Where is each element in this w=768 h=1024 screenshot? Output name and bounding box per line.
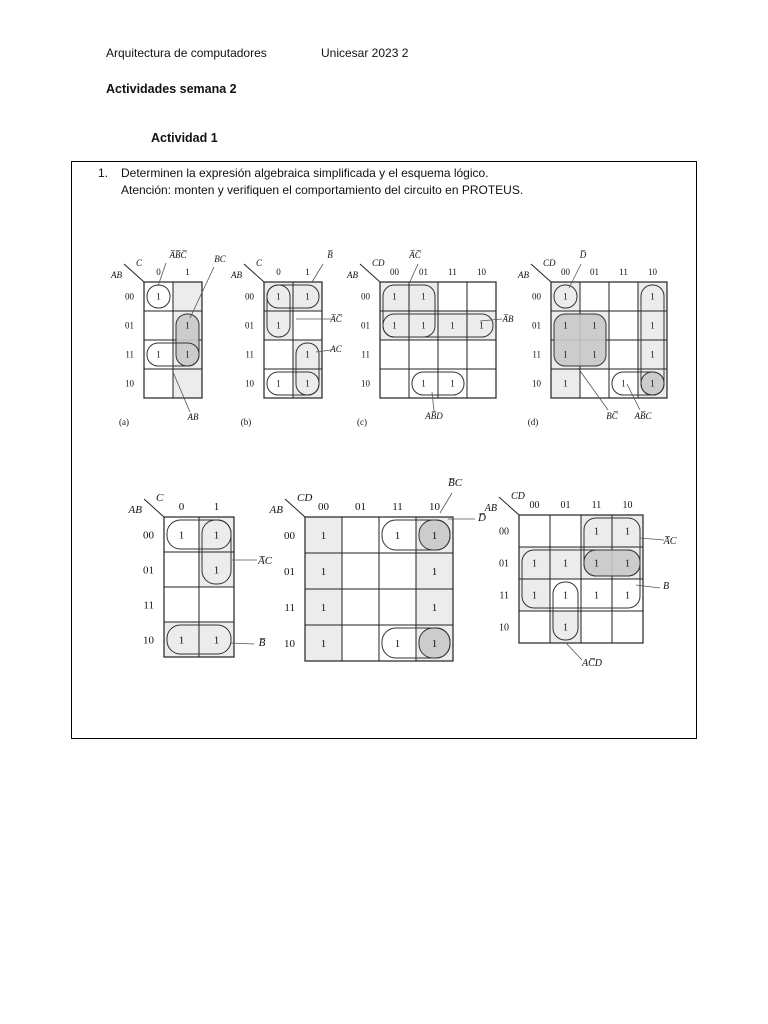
kmap-term-label: AB [187, 412, 199, 422]
kmap-term-label: B̅ [327, 250, 333, 260]
shaded-cell [173, 282, 202, 311]
kmap-col-variable: CD [297, 492, 313, 504]
kmap-col-variable: C [156, 492, 164, 504]
kmap-cell-one: 1 [276, 291, 281, 302]
kmap-row-header: 10 [532, 378, 541, 389]
kmap-row-header: 01 [125, 320, 134, 331]
kmap-col-header: 01 [560, 500, 571, 511]
kmap-col-header: 1 [213, 501, 220, 513]
kmap-cell-one: 1 [394, 637, 401, 650]
kmap-cell-one: 1 [156, 349, 161, 360]
kmap-col-header: 0 [276, 267, 281, 277]
kmap-col-header: 00 [390, 267, 399, 277]
kmap-label-leader [312, 264, 323, 282]
question-line-2: Atención: monten y verifiquen el comportamiento del circuito en PROTEUS. [121, 183, 524, 197]
kmap-row-variable: AB [231, 270, 242, 280]
kmap-cell-one: 1 [594, 590, 599, 602]
kmap-col-header: 00 [318, 501, 329, 513]
kmap-cell-one: 1 [563, 320, 568, 331]
kmap-col-header: 01 [355, 501, 366, 513]
kmap-cell-one: 1 [621, 378, 626, 389]
kmap-col-header: 11 [448, 267, 457, 277]
kmap-row-header: 10 [284, 637, 295, 650]
kmap-row-header: 01 [532, 320, 541, 331]
kmap-term-label: A̅C [257, 555, 273, 567]
kmap-cell-one: 1 [625, 558, 630, 570]
kmap-cell-one: 1 [625, 590, 630, 602]
kmap-col-variable: C [136, 258, 143, 268]
kmap-row-header: 10 [499, 622, 509, 634]
kmap-col-header: 1 [185, 267, 190, 277]
kmap-term-label: B [662, 581, 670, 592]
kmap-term-label: BC [214, 254, 226, 264]
kmap-cell-one: 1 [563, 590, 568, 602]
kmap-g [484, 491, 677, 669]
kmap-cell-one: 1 [563, 622, 568, 634]
kmap-row-variable: AB [111, 270, 122, 280]
kmap-col-header: 11 [591, 500, 602, 511]
kmap-row-header: 11 [143, 599, 154, 612]
kmap-f [269, 477, 486, 661]
kmap-row-header: 01 [245, 320, 254, 331]
kmap-col-header: 11 [619, 267, 628, 277]
kmap-d [517, 250, 667, 427]
kmap-cell-one: 1 [431, 637, 438, 650]
kmap-col-header: 0 [156, 267, 161, 277]
kmap-cell-one: 1 [421, 291, 426, 302]
kmap-cell-one: 1 [592, 320, 597, 331]
kmap-b [230, 250, 343, 427]
kmap-col-variable: CD [511, 491, 525, 502]
kmap-col-header: 10 [648, 267, 657, 277]
kmap-row-variable: AB [128, 504, 142, 516]
kmap-term-label: D̅ [478, 512, 486, 524]
kmap-row-header: 11 [361, 349, 370, 360]
kmap-e [128, 492, 273, 657]
kmap-cell-one: 1 [450, 320, 455, 331]
kmap-cell-one: 1 [320, 601, 327, 614]
kmap-cell-one: 1 [421, 320, 426, 331]
kmap-cell-one: 1 [320, 637, 327, 650]
kmap-cell-one: 1 [592, 349, 597, 360]
kmap-cell-one: 1 [563, 378, 568, 389]
kmap-cell-one: 1 [431, 565, 438, 578]
kmap-col-variable: CD [543, 258, 556, 268]
kmap-cell-one: 1 [178, 529, 185, 542]
kmap-row-variable: AB [518, 270, 529, 280]
kmap-row-header: 11 [532, 349, 541, 360]
kmap-cell-one: 1 [394, 529, 401, 542]
kmap-col-header: 10 [622, 500, 633, 511]
kmap-row-header: 00 [284, 529, 295, 542]
kmap-cell-one: 1 [650, 320, 655, 331]
kmap-caption: (c) [357, 417, 367, 427]
kmap-cell-one: 1 [305, 378, 310, 389]
kmap-cell-one: 1 [431, 529, 438, 542]
kmap-row-header: 01 [143, 564, 154, 577]
kmap-cell-one: 1 [305, 349, 310, 360]
kmap-col-header: 10 [429, 501, 440, 513]
kmap-term-label: AC [330, 344, 342, 354]
kmap-col-header: 1 [305, 267, 310, 277]
kmap-row-header: 11 [284, 601, 295, 614]
kmap-cell-one: 1 [625, 526, 630, 538]
kmap-row-header: 10 [143, 634, 154, 647]
kmap-cell-one: 1 [185, 349, 190, 360]
kmap-cell-one: 1 [156, 291, 161, 302]
kmap-cell-one: 1 [431, 601, 438, 614]
kmap-cell-one: 1 [563, 349, 568, 360]
kmap-col-header: 11 [392, 501, 403, 513]
kmap-term-label: A̅C̅ [409, 250, 421, 260]
kmap-row-header: 00 [532, 291, 541, 302]
kmap-term-label: A̅B [502, 314, 514, 324]
kmap-row-header: 11 [245, 349, 254, 360]
kmap-row-header: 00 [499, 526, 509, 538]
kmap-cell-one: 1 [594, 526, 599, 538]
kmap-row-header: 01 [284, 565, 295, 578]
kmap-cell-one: 1 [392, 291, 397, 302]
kmap-group-loop [584, 550, 640, 576]
kmap-row-header: 00 [125, 291, 134, 302]
kmap-cell-one: 1 [213, 634, 220, 647]
kmap-term-label: AB̅D [425, 411, 443, 421]
kmap-caption: (a) [119, 417, 129, 427]
kmap-term-label: A̅B̅C̅ [169, 250, 187, 260]
kmap-caption: (d) [527, 417, 539, 427]
kmap-row-header: 01 [499, 558, 509, 570]
kmap-cell-one: 1 [213, 564, 220, 577]
kmap-cell-one: 1 [650, 291, 655, 302]
kmap-term-label: A̅C [663, 536, 677, 547]
kmap-group-loop [554, 314, 606, 366]
kmap-cell-one: 1 [563, 291, 568, 302]
shaded-cell [173, 369, 202, 398]
kmap-row-header: 00 [245, 291, 254, 302]
kmap-row-header: 00 [143, 529, 154, 542]
kmap-term-label: AB̅C [634, 411, 652, 421]
kmap-term-label: A̅C̅ [330, 314, 342, 324]
kmap-row-header: 01 [361, 320, 370, 331]
activity-title: Actividad 1 [151, 131, 218, 145]
kmap-term-label: BC̅ [606, 411, 618, 421]
kmap-cell-one: 1 [392, 320, 397, 331]
kmap-row-header: 11 [125, 349, 134, 360]
kmap-cell-one: 1 [320, 565, 327, 578]
kmap-cell-one: 1 [276, 378, 281, 389]
kmap-col-header: 00 [561, 267, 570, 277]
kmap-label-leader [578, 368, 608, 410]
kmap-row-variable: AB [484, 503, 497, 514]
kmap-term-label: B̅ [258, 637, 266, 649]
kmap-cell-one: 1 [320, 529, 327, 542]
kmap-term-label: B̅C [447, 477, 463, 489]
kmap-col-header: 10 [477, 267, 486, 277]
kmap-cell-one: 1 [563, 558, 568, 570]
kmap-col-header: 01 [419, 267, 428, 277]
kmap-row-header: 10 [125, 378, 134, 389]
kmap-cell-one: 1 [305, 291, 310, 302]
kmap-col-header: 00 [529, 500, 540, 511]
kmap-cell-one: 1 [450, 378, 455, 389]
header-course: Arquitectura de computadores [106, 46, 267, 60]
kmap-row-variable: AB [269, 504, 283, 516]
kmap-cell-one: 1 [421, 378, 426, 389]
kmap-col-header: 01 [590, 267, 599, 277]
kmap-label-leader [440, 493, 452, 513]
kmap-row-header: 10 [245, 378, 254, 389]
kmap-cell-one: 1 [178, 634, 185, 647]
kmap-cell-one: 1 [479, 320, 484, 331]
kmap-cell-one: 1 [650, 349, 655, 360]
kmap-col-variable: C [256, 258, 263, 268]
page-subtitle: Actividades semana 2 [106, 82, 237, 96]
kmap-term-label: D̅ [579, 250, 587, 260]
kmap-cell-one: 1 [594, 558, 599, 570]
kmap-row-header: 00 [361, 291, 370, 302]
kmap-row-variable: AB [347, 270, 358, 280]
header-institution: Unicesar 2023 2 [321, 46, 409, 60]
kmap-cell-one: 1 [532, 590, 537, 602]
kmap-col-variable: CD [372, 258, 385, 268]
kmap-cell-one: 1 [185, 320, 190, 331]
kmap-cell-one: 1 [650, 378, 655, 389]
kmap-row-header: 10 [361, 378, 370, 389]
kmap-cell-one: 1 [532, 558, 537, 570]
kmap-row-header: 11 [499, 590, 509, 602]
question-number: 1. [98, 166, 109, 180]
kmap-a [110, 250, 227, 427]
kmap-col-header: 0 [178, 501, 185, 513]
kmap-cell-one: 1 [276, 320, 281, 331]
kmap-term-label: AC̅D [582, 658, 602, 669]
kmap-c [346, 250, 514, 427]
kmap-label-leader [566, 643, 582, 660]
kmap-cell-one: 1 [213, 529, 220, 542]
kmap-caption: (b) [240, 417, 252, 427]
question-line-1: Determinen la expresión algebraica simplificada y el esquema lógico. [121, 166, 489, 180]
